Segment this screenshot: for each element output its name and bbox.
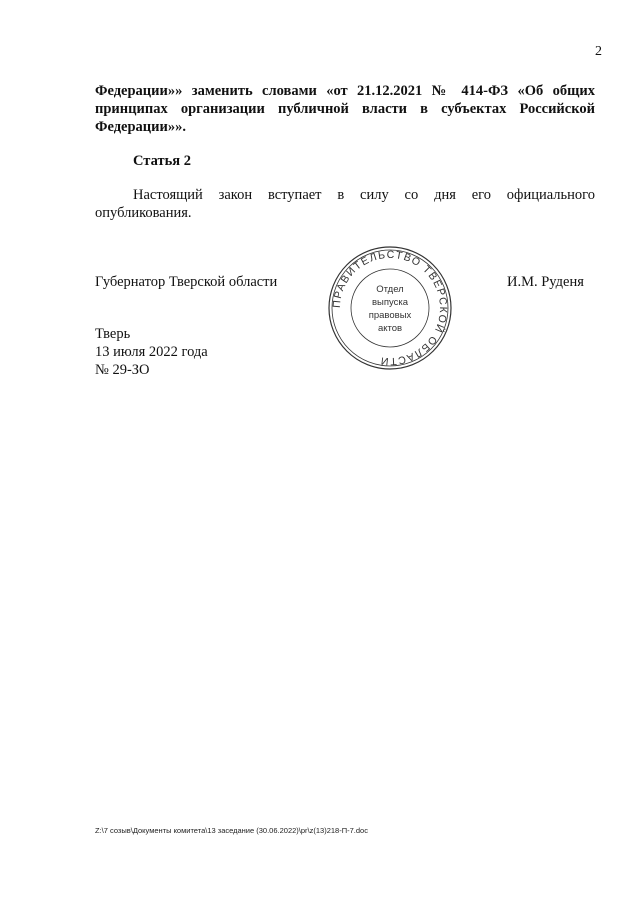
stamp-line-2: выпуска	[371, 297, 409, 308]
stamp-ring-text: ПРАВИТЕЛЬСТВО ТВЕРСКОЙ ОБЛАСТИ	[330, 248, 450, 368]
place-date-block	[95, 325, 208, 379]
svg-text:ПРАВИТЕЛЬСТВО ТВЕРСКОЙ ОБЛАСТИ	[331, 249, 449, 367]
article-heading: Статья 2	[133, 153, 191, 169]
amendment-paragraph: Федерации»» заменить словами «от 21.12.2021 № 414-ФЗ «Об общих принципах организации публичной власти в субъектах Российской Федерации»».	[95, 83, 595, 135]
footer-file-path: Z:\7 созыв\Документы комитета\13 заседание (30.06.2022)\pr\z(13)218-П-7.doc	[95, 826, 368, 835]
stamp-line-3: правовых	[368, 310, 412, 321]
stamp-line-4: актов	[377, 323, 403, 334]
article-text: Настоящий закон вступает в силу со дня его официального опубликования.	[95, 187, 595, 221]
signer-name: И.М. Руденя	[507, 274, 584, 290]
page-number: 2	[595, 44, 602, 59]
stamp-line-1: Отдел	[376, 284, 404, 295]
city: Тверь	[95, 326, 131, 342]
law-number: № 29-ЗО	[95, 362, 150, 378]
official-stamp	[326, 244, 454, 372]
signer-position: Губернатор Тверской области	[95, 274, 278, 290]
date: 13 июля 2022 года	[95, 344, 208, 360]
